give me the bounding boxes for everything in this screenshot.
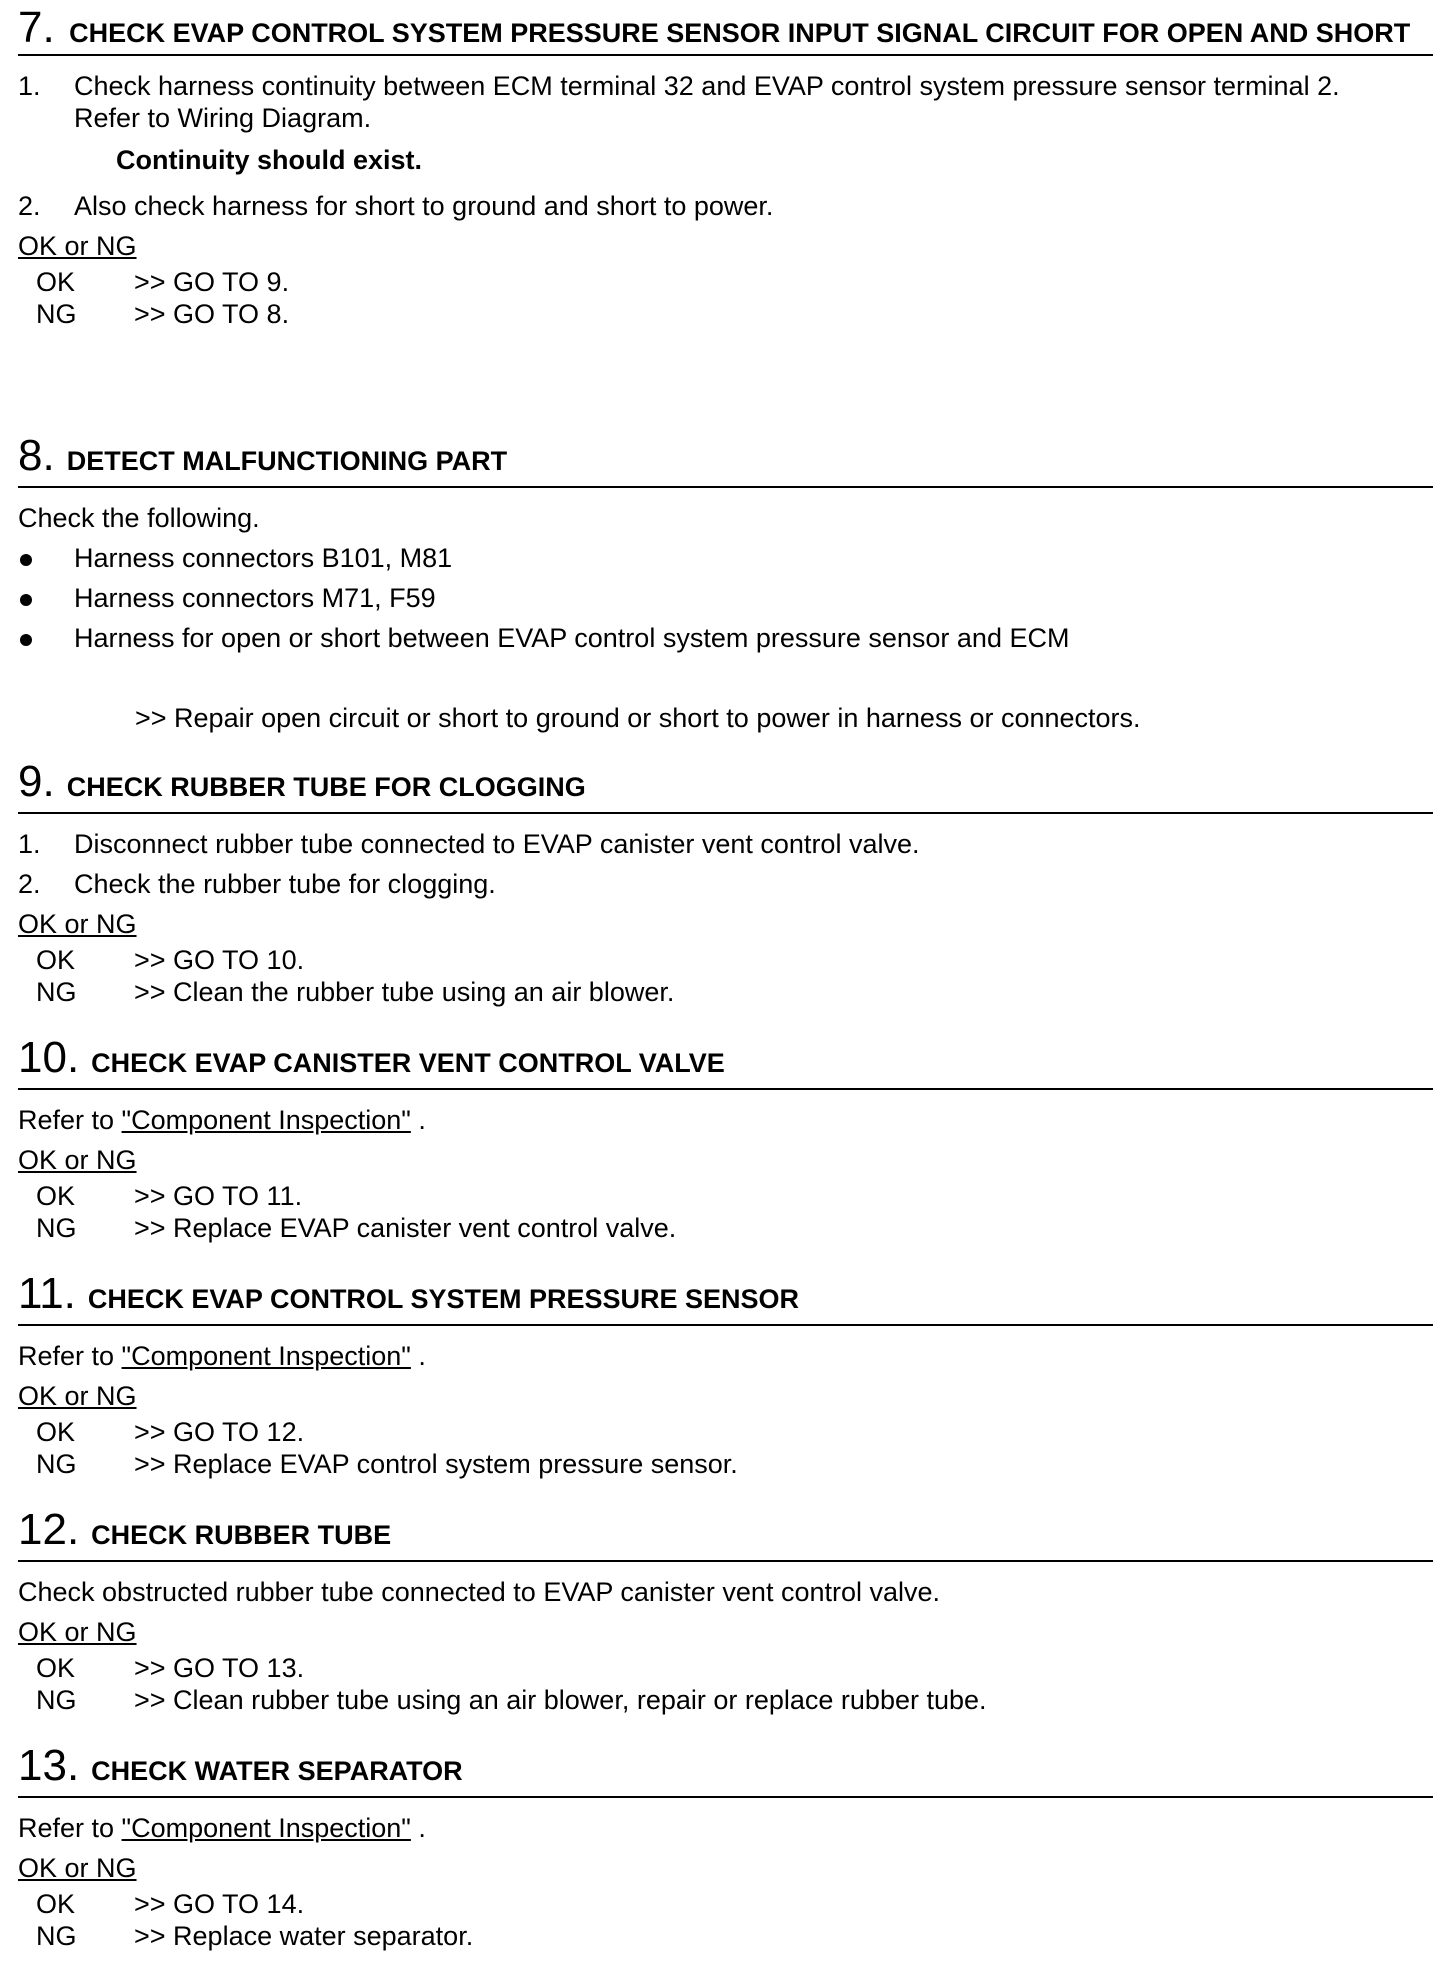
result-value: >> GO TO 12. bbox=[134, 1417, 305, 1447]
step-header bbox=[18, 757, 1433, 814]
step-number: 13. bbox=[18, 1741, 80, 1790]
item-number: 2. bbox=[18, 869, 41, 899]
step-header bbox=[18, 3, 1433, 56]
result-key: NG bbox=[36, 299, 77, 329]
result-key: NG bbox=[36, 1921, 77, 1951]
result-value: >> GO TO 13. bbox=[134, 1653, 305, 1683]
result-key: OK bbox=[36, 1653, 76, 1683]
refer-prefix: Refer to bbox=[18, 1341, 122, 1371]
result-value: >> Clean the rubber tube using an air blower. bbox=[134, 977, 675, 1007]
result-value: >> Replace EVAP canister vent control valve. bbox=[134, 1213, 677, 1243]
refer-line bbox=[18, 1336, 1433, 1376]
step-title: DETECT MALFUNCTIONING PART bbox=[66, 446, 508, 476]
bullet-icon bbox=[20, 634, 32, 646]
refer-suffix: . bbox=[410, 1813, 426, 1843]
step-12 bbox=[18, 1505, 1433, 1716]
item-text: Harness connectors B101, M81 bbox=[74, 543, 453, 573]
result-value: >> Clean rubber tube using an air blower, repair or replace rubber tube. bbox=[134, 1685, 987, 1715]
step-title: CHECK RUBBER TUBE FOR CLOGGING bbox=[66, 772, 586, 802]
step-13 bbox=[18, 1741, 1433, 1952]
intro-text: Check the following. bbox=[18, 503, 260, 533]
list-item bbox=[18, 824, 1433, 864]
result-row bbox=[18, 1920, 1433, 1952]
bullet-icon bbox=[20, 594, 32, 606]
refer-line bbox=[18, 1808, 1433, 1848]
refer-line bbox=[18, 1100, 1433, 1140]
item-text: Harness for open or short between EVAP control system pressure sensor and ECM bbox=[74, 623, 1070, 653]
step-7 bbox=[18, 3, 1433, 330]
intro-text: Check obstructed rubber tube connected to EVAP canister vent control valve. bbox=[18, 1577, 941, 1607]
result-row bbox=[18, 976, 1433, 1008]
result-row bbox=[18, 1212, 1433, 1244]
result-key: NG bbox=[36, 1213, 77, 1243]
step-9 bbox=[18, 757, 1433, 1008]
ok-or-ng-label: OK or NG bbox=[18, 1381, 137, 1411]
item-number: 1. bbox=[18, 829, 41, 859]
action-text: >> Repair open circuit or short to ground or short to power in harness or connectors. bbox=[135, 703, 1141, 733]
step-10 bbox=[18, 1033, 1433, 1244]
ok-or-ng-label: OK or NG bbox=[18, 231, 137, 261]
step-header bbox=[18, 1505, 1433, 1562]
item-subtext: Refer to Wiring Diagram. bbox=[74, 103, 372, 133]
item-number: 1. bbox=[18, 71, 41, 101]
step-number: 7. bbox=[18, 3, 55, 52]
result-key: NG bbox=[36, 1685, 77, 1715]
expected-result: Continuity should exist. bbox=[116, 145, 423, 175]
result-key: NG bbox=[36, 1449, 77, 1479]
step-number: 9. bbox=[18, 757, 55, 806]
component-inspection-link[interactable]: "Component Inspection" bbox=[121, 1341, 411, 1371]
result-key: NG bbox=[36, 977, 77, 1007]
item-text: Disconnect rubber tube connected to EVAP canister vent control valve. bbox=[74, 829, 920, 859]
result-row bbox=[18, 1180, 1433, 1212]
step-title: CHECK EVAP CONTROL SYSTEM PRESSURE SENSOR bbox=[87, 1284, 800, 1314]
step-number: 11. bbox=[18, 1269, 76, 1318]
result-value: >> GO TO 11. bbox=[134, 1181, 303, 1211]
result-key: OK bbox=[36, 945, 76, 975]
ok-or-ng-label: OK or NG bbox=[18, 1853, 137, 1883]
ok-or-ng-label: OK or NG bbox=[18, 909, 137, 939]
item-text: Check the rubber tube for clogging. bbox=[74, 869, 496, 899]
component-inspection-link[interactable]: "Component Inspection" bbox=[121, 1813, 411, 1843]
item-number: 2. bbox=[18, 191, 41, 221]
list-item bbox=[18, 538, 1433, 578]
ok-or-ng-label: OK or NG bbox=[18, 1145, 137, 1175]
result-row bbox=[18, 1416, 1433, 1448]
result-key: OK bbox=[36, 1181, 76, 1211]
result-key: OK bbox=[36, 267, 76, 297]
step-8 bbox=[18, 431, 1433, 738]
list-item bbox=[18, 578, 1433, 618]
component-inspection-link[interactable]: "Component Inspection" bbox=[121, 1105, 411, 1135]
list-item bbox=[18, 66, 1433, 134]
result-value: >> Replace EVAP control system pressure sensor. bbox=[134, 1449, 738, 1479]
step-number: 10. bbox=[18, 1033, 80, 1082]
step-header bbox=[18, 1269, 1433, 1326]
step-header bbox=[18, 431, 1433, 488]
result-value: >> GO TO 9. bbox=[134, 267, 290, 297]
result-key: OK bbox=[36, 1889, 76, 1919]
step-header bbox=[18, 1033, 1433, 1090]
step-title: CHECK EVAP CONTROL SYSTEM PRESSURE SENSOR INPUT SIGNAL CIRCUIT FOR OPEN AND SHORT bbox=[69, 18, 1411, 48]
list-item bbox=[18, 864, 1433, 904]
ok-or-ng-label: OK or NG bbox=[18, 1617, 137, 1647]
result-row bbox=[18, 298, 1433, 330]
item-text: Also check harness for short to ground and short to power. bbox=[74, 191, 774, 221]
result-value: >> Replace water separator. bbox=[134, 1921, 474, 1951]
result-row bbox=[18, 1448, 1433, 1480]
result-row bbox=[18, 1888, 1433, 1920]
bullet-icon bbox=[20, 554, 32, 566]
refer-suffix: . bbox=[410, 1341, 426, 1371]
list-item bbox=[18, 186, 1433, 226]
step-number: 12. bbox=[18, 1505, 80, 1554]
result-row bbox=[18, 1684, 1433, 1716]
result-value: >> GO TO 14. bbox=[134, 1889, 305, 1919]
result-row bbox=[18, 944, 1433, 976]
step-title: CHECK EVAP CANISTER VENT CONTROL VALVE bbox=[91, 1048, 725, 1078]
result-value: >> GO TO 8. bbox=[134, 299, 290, 329]
step-number: 8. bbox=[18, 431, 55, 480]
result-row bbox=[18, 266, 1433, 298]
refer-prefix: Refer to bbox=[18, 1813, 122, 1843]
result-value: >> GO TO 10. bbox=[134, 945, 305, 975]
item-text: Check harness continuity between ECM terminal 32 and EVAP control system pressure sensor terminal 2. bbox=[74, 71, 1340, 101]
item-text: Harness connectors M71, F59 bbox=[74, 583, 436, 613]
step-11 bbox=[18, 1269, 1433, 1480]
list-item bbox=[18, 618, 1433, 658]
result-row bbox=[18, 1652, 1433, 1684]
step-title: CHECK WATER SEPARATOR bbox=[91, 1756, 463, 1786]
refer-prefix: Refer to bbox=[18, 1105, 122, 1135]
refer-suffix: . bbox=[410, 1105, 426, 1135]
result-key: OK bbox=[36, 1417, 76, 1447]
step-header bbox=[18, 1741, 1433, 1798]
step-title: CHECK RUBBER TUBE bbox=[91, 1520, 392, 1550]
